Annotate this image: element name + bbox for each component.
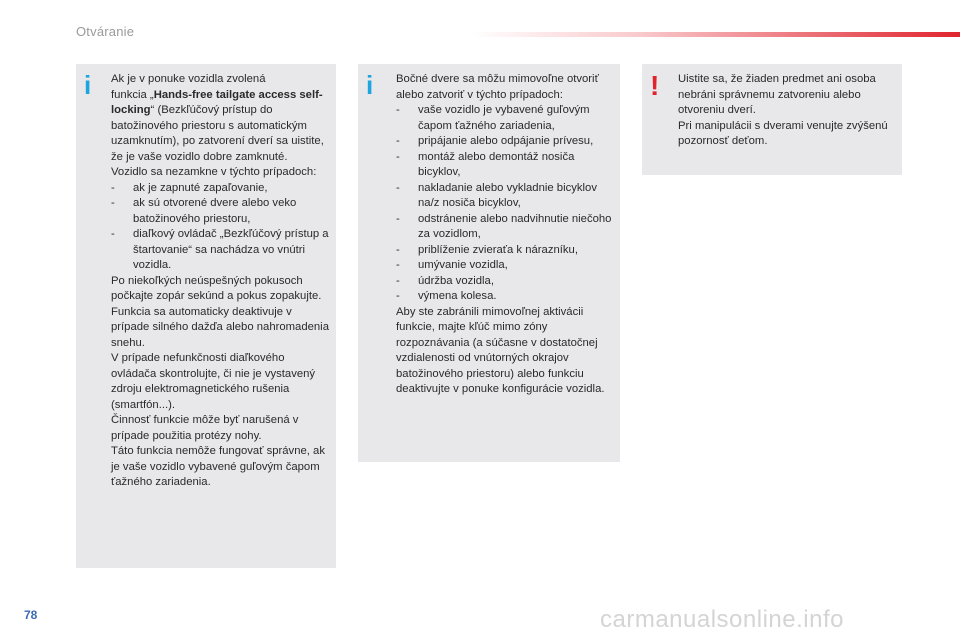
list-item: - ak sú otvorené dvere alebo veko batožinového priestoru, bbox=[111, 196, 331, 227]
text-span: funkcia „ bbox=[111, 88, 154, 101]
paragraph: Pri manipulácii s dverami venujte zvýšenú pozornosť deťom. bbox=[678, 119, 888, 147]
info-box-hands-free bbox=[76, 64, 336, 568]
text-span: “ (Bezkľúčový prístup do batožinového priestoru s automatickým uzamknutím), po zatvorení dverí sa uistite, že je vaše vozidlo dobre zamknuté. bbox=[111, 104, 324, 163]
warning-icon: ! bbox=[650, 70, 660, 101]
info-box-hands-free-text bbox=[111, 72, 331, 491]
paragraph: Funkcia sa automaticky deaktivuje v prípade silného dažďa alebo nahromadenia snehu. bbox=[111, 305, 329, 349]
paragraph: Po niekoľkých neúspešných pokusoch počkajte zopár sekúnd a pokus zopakujte. bbox=[111, 274, 322, 302]
paragraph: Táto funkcia nemôže fungovať správne, ak je vaše vozidlo vybavené guľovým čapom ťažného zariadenia. bbox=[111, 445, 325, 488]
page-number: 78 bbox=[24, 608, 38, 622]
function-name: Hands-free tailgate access self-locking bbox=[111, 88, 323, 116]
list-item: - nakladanie alebo vykladnie bicyklov na/z nosiča bicyklov, bbox=[396, 181, 618, 212]
paragraph: Bočné dvere sa môžu mimovoľne otvoriť alebo zatvoriť v týchto prípadoch: bbox=[396, 73, 599, 101]
header-accent-bar bbox=[470, 32, 960, 37]
info-box-side-doors-text bbox=[396, 72, 618, 398]
info-icon: i bbox=[366, 70, 374, 100]
info-box-side-doors bbox=[358, 64, 620, 462]
case-list bbox=[111, 181, 331, 274]
list-item: - montáž alebo demontáž nosiča bicyklov, bbox=[396, 150, 618, 181]
info-icon: i bbox=[84, 70, 92, 100]
list-item: - vaše vozidlo je vybavené guľovým čapom ťažného zariadenia, bbox=[396, 103, 618, 134]
list-item: - ak je zapnuté zapaľovanie, bbox=[111, 181, 331, 197]
paragraph: V prípade nefunkčnosti diaľkového ovládača skontrolujte, či nie je vystavený zdroju elektromagnetického rušenia (smartfón...). bbox=[111, 352, 316, 411]
list-item: - diaľkový ovládač „Bezkľúčový prístup a štartovanie“ sa nachádza vo vnútri vozidla. bbox=[111, 227, 331, 274]
list-item: - pripájanie alebo odpájanie prívesu, bbox=[396, 134, 618, 150]
watermark: carmanualsonline.info bbox=[600, 606, 844, 633]
paragraph: Činnosť funkcie môže byť narušená v prípade použitia protézy nohy. bbox=[111, 414, 299, 442]
case-list bbox=[396, 103, 618, 305]
list-item: - údržba vozidla, bbox=[396, 274, 618, 290]
list-item: - umývanie vozidla, bbox=[396, 258, 618, 274]
paragraph bbox=[111, 72, 331, 165]
list-item: - odstránenie alebo nadvihnutie niečoho za vozidlom, bbox=[396, 212, 618, 243]
list-item: - výmena kolesa. bbox=[396, 289, 618, 305]
section-title: Otváranie bbox=[76, 24, 135, 39]
text-line: Ak je v ponuke vozidla zvolená bbox=[111, 73, 266, 85]
paragraph: Vozidlo sa nezamkne v týchto prípadoch: bbox=[111, 166, 317, 178]
list-item: - priblíženie zvieraťa k nárazníku, bbox=[396, 243, 618, 259]
warning-box-obstruction-text bbox=[678, 72, 900, 150]
warning-box-obstruction bbox=[642, 64, 902, 175]
paragraph: Uistite sa, že žiaden predmet ani osoba nebráni správnemu zatvoreniu alebo otvoreniu dverí. bbox=[678, 73, 876, 116]
paragraph: Aby ste zabránili mimovoľnej aktivácii funkcie, majte kľúč mimo zóny rozpoznávania (a súčasne v dostatočnej vzdialenosti od vnútorných okrajov batožinového priestoru) alebo funkciu deaktivujte v ponuke konfigurácie vozidla. bbox=[396, 305, 605, 395]
